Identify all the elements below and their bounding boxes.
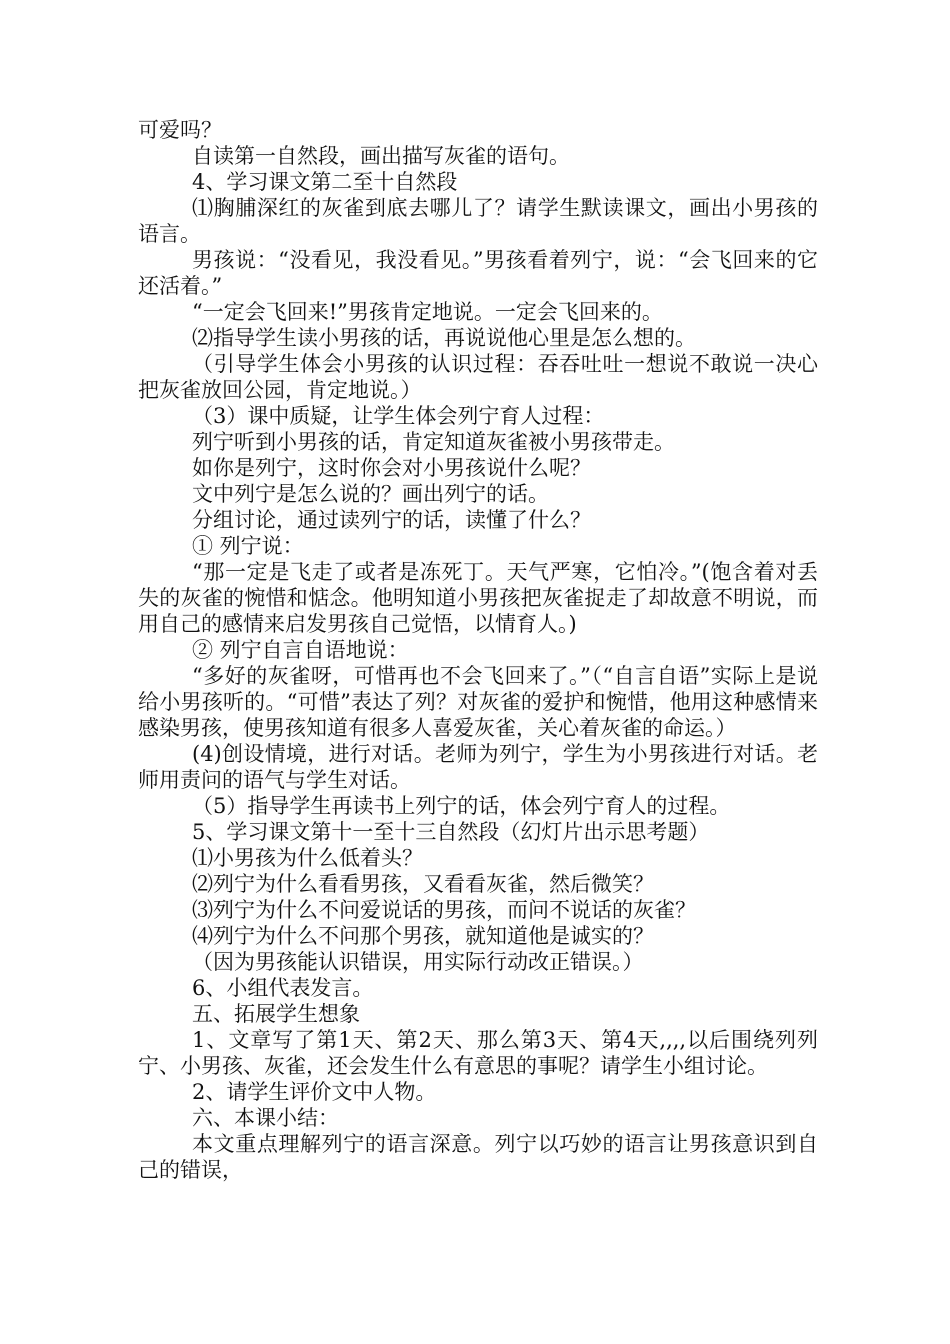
paragraph: 男孩说：“没看见，我没看见。”男孩看着列宁，说：“会飞回来的它还活着。” [138, 248, 818, 298]
paragraph: 自读第一自然段，画出描写灰雀的语句。 [192, 144, 570, 168]
paragraph: ⑷列宁为什么不问那个男孩，就知道他是诚实的？ [192, 924, 654, 948]
paragraph: 1、文章写了第1天、第2天、那么第3天、第4天,,,,以后围绕列列宁、小男孩、灰雀，还会发生什么有意思的事呢？请学生小组讨论。 [138, 1028, 818, 1078]
paragraph: 4、学习课文第二至十自然段 [192, 170, 458, 194]
paragraph: 列宁听到小男孩的话，肯定知道灰雀被小男孩带走。 [192, 430, 675, 454]
paragraph: 六、本课小结： [192, 1106, 339, 1130]
document-body [138, 117, 818, 1183]
paragraph: (4)创设情境，进行对话。老师为列宁，学生为小男孩进行对话。老师用责问的语气与学生对话。 [138, 742, 818, 792]
paragraph: “那一定是飞走了或者是冻死丁。天气严寒，它怕冷。”(饱含着对丢失的灰雀的惋惜和惦念。他明知道小男孩把灰雀捉走了却故意不明说，而用自己的感情来启发男孩自己觉悟，以情育人。) [138, 560, 818, 636]
paragraph: （因为男孩能认识错误，用实际行动改正错误。） [192, 950, 644, 974]
paragraph: ⑵指导学生读小男孩的话，再说说他心里是怎么想的。 [192, 326, 696, 350]
paragraph: 可爱吗？ [138, 118, 222, 142]
paragraph: 6、小组代表发言。 [192, 976, 374, 1000]
paragraph: 文中列宁是怎么说的？画出列宁的话。 [192, 482, 549, 506]
paragraph: 分组讨论，通过读列宁的话，读懂了什么？ [192, 508, 591, 532]
paragraph: “多好的灰雀呀，可惜再也不会飞回来了。”（“自言自语”实际上是说给小男孩听的。“可惜”表达了列？对灰雀的爱护和惋惜，他用这种感情来感染男孩，使男孩知道有很多人喜爱灰雀，关心着灰雀的命运。） [138, 664, 818, 740]
paragraph: （引导学生体会小男孩的认识过程：吞吞吐吐一想说不敢说一决心把灰雀放回公园，肯定地说。） [138, 352, 818, 402]
paragraph: “一定会飞回来!”男孩肯定地说。一定会飞回来的。 [192, 300, 663, 324]
paragraph: 2、请学生评价文中人物。 [192, 1080, 437, 1104]
paragraph: ⑴胸脯深红的灰雀到底去哪儿了？请学生默读课文，画出小男孩的语言。 [138, 196, 818, 246]
paragraph: ⑴小男孩为什么低着头？ [192, 846, 423, 870]
paragraph: ⑵列宁为什么看看男孩，又看看灰雀，然后微笑？ [192, 872, 654, 896]
paragraph: ② 列宁自言自语地说： [192, 638, 409, 662]
paragraph: 5、学习课文第十一至十三自然段（幻灯片出示思考题） [192, 820, 710, 844]
paragraph: （3）课中质疑，让学生体会列宁育人过程： [192, 404, 605, 428]
paragraph: ① 列宁说： [192, 534, 304, 558]
paragraph: ⑶列宁为什么不问爱说话的男孩，而问不说话的灰雀？ [192, 898, 696, 922]
paragraph: 本文重点理解列宁的语言深意。列宁以巧妙的语言让男孩意识到自己的错误， [138, 1132, 818, 1182]
paragraph: （5）指导学生再读书上列宁的话，体会列宁育人的过程。 [192, 794, 731, 818]
paragraph: 五、拓展学生想象 [192, 1002, 360, 1026]
paragraph: 如你是列宁，这时你会对小男孩说什么呢？ [192, 456, 591, 480]
